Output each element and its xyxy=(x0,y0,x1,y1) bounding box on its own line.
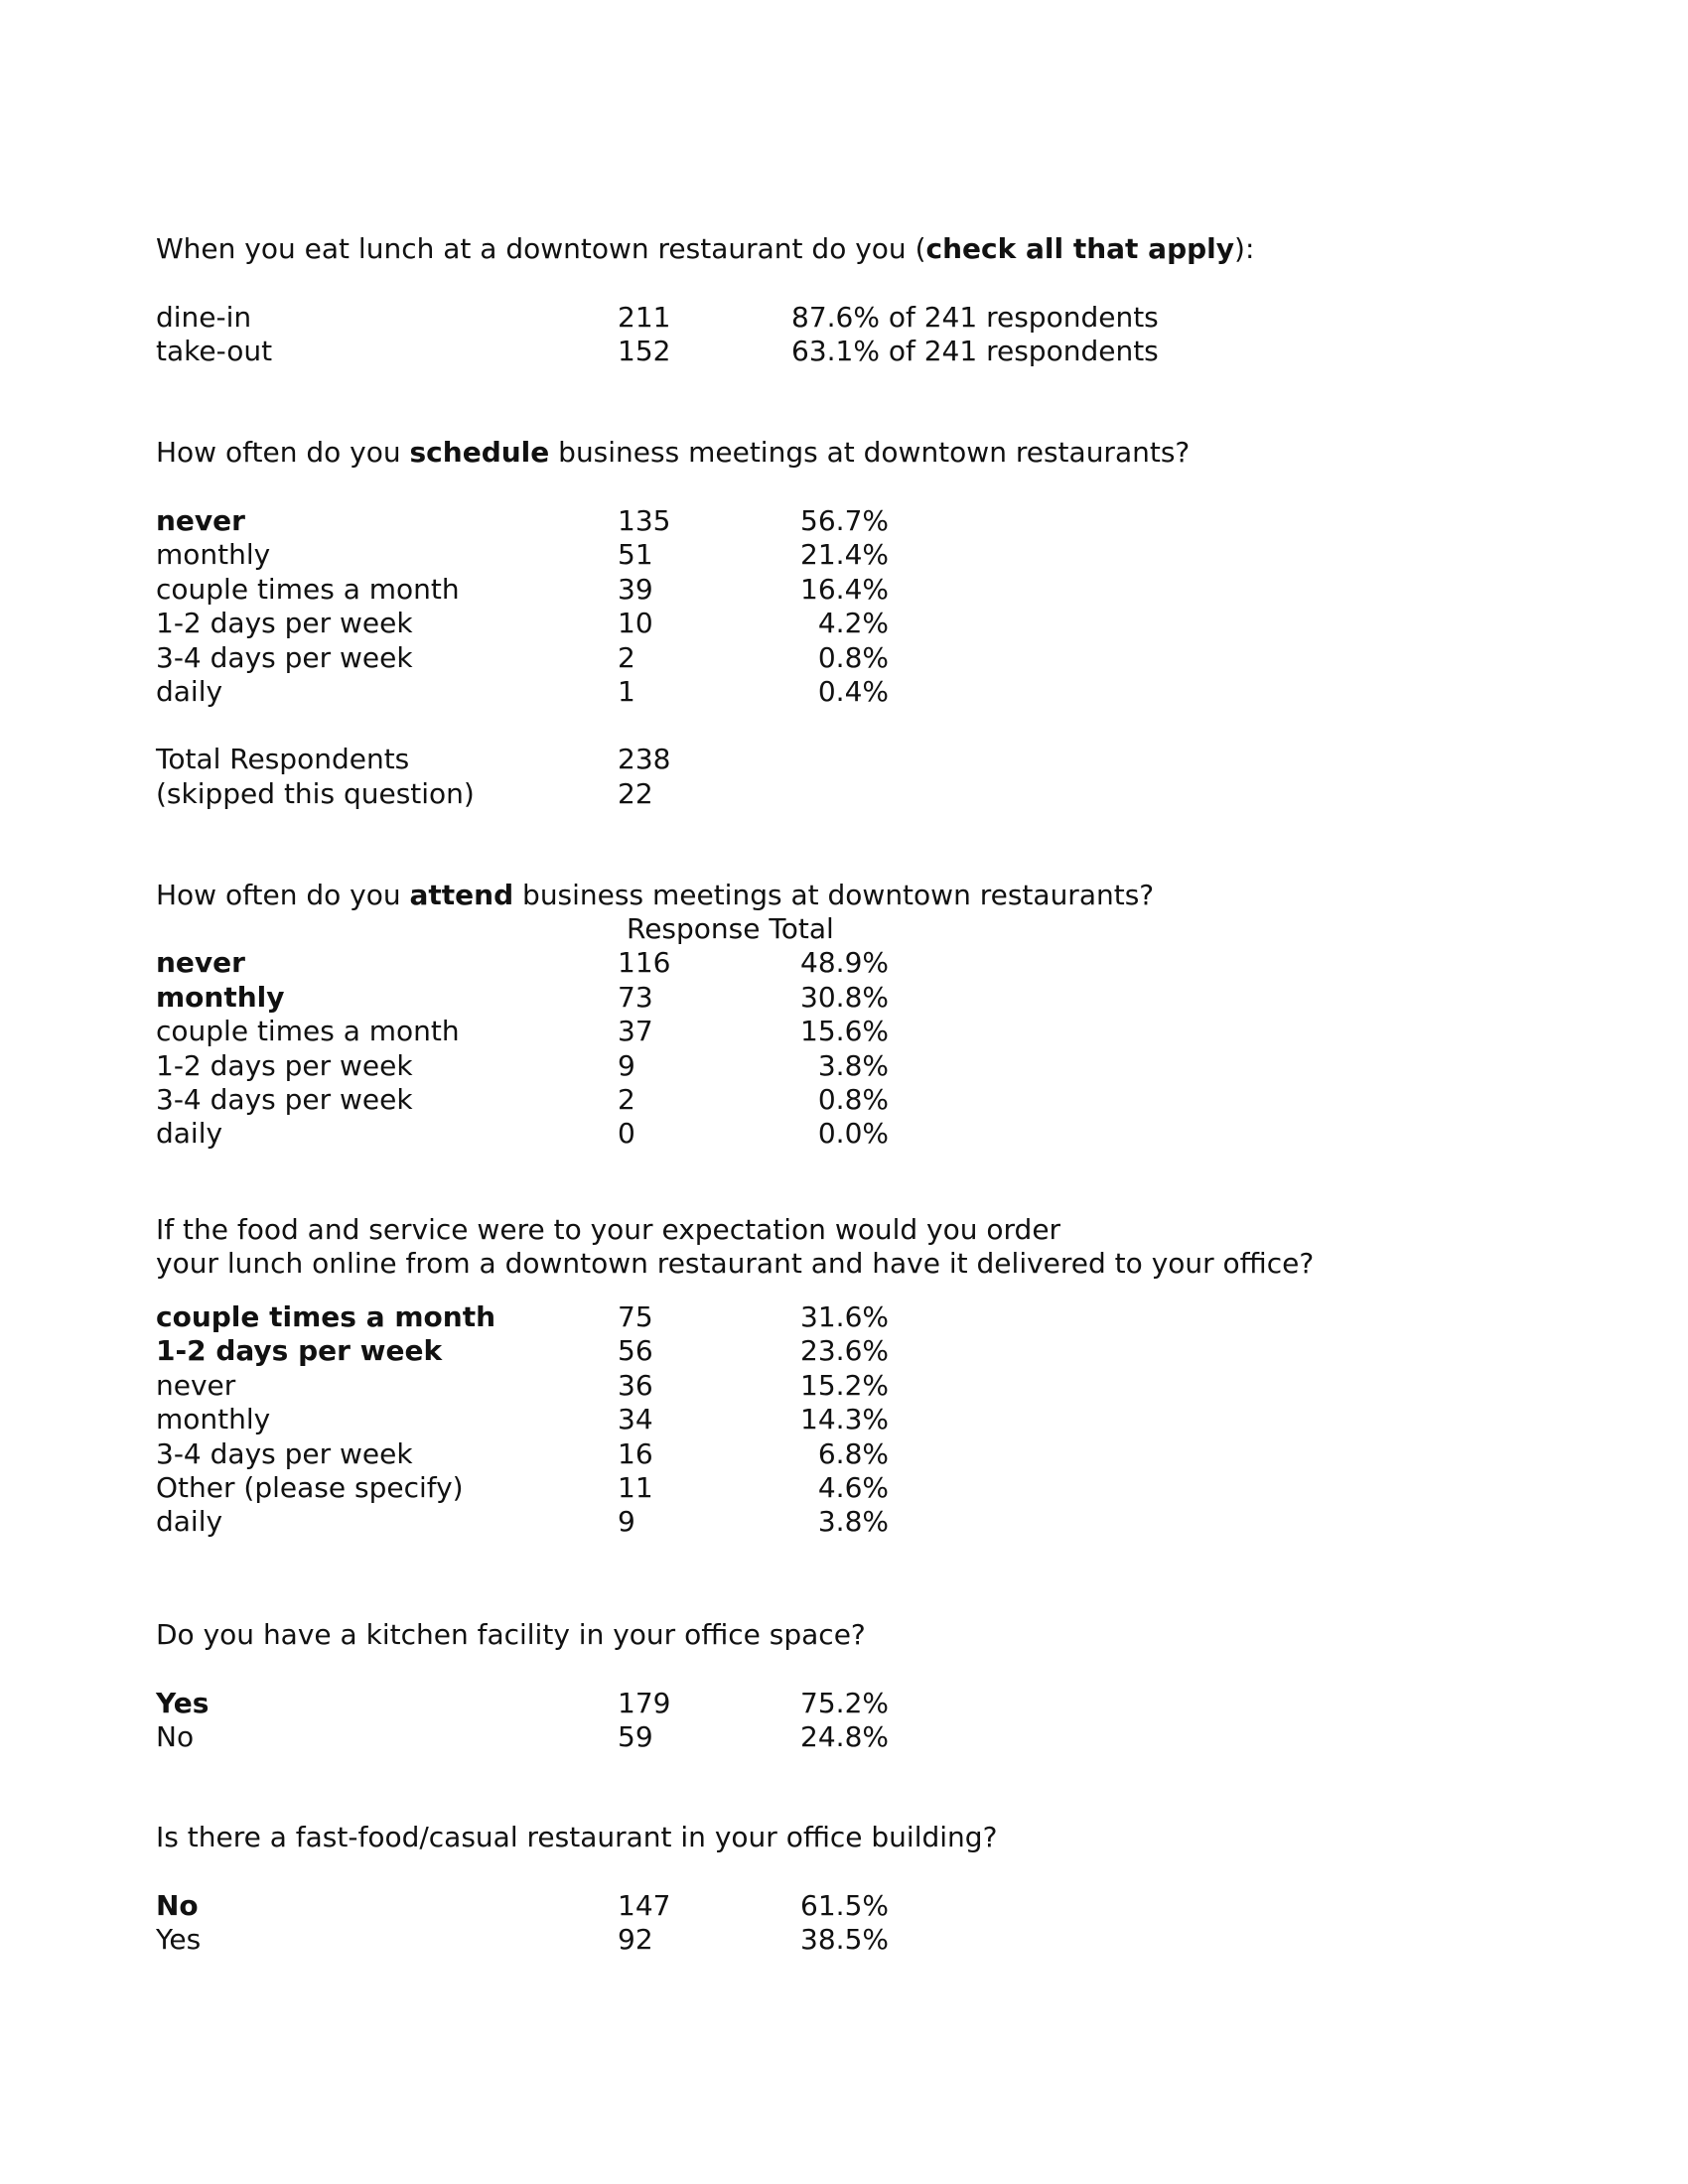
response-count: 39 xyxy=(618,572,653,606)
response-label: monthly xyxy=(156,980,285,1014)
response-percent: 4.2% xyxy=(817,607,889,640)
response-count: 34 xyxy=(618,1403,653,1436)
question-text-line-2: your lunch online from a downtown restaurant and have it delivered to your office? xyxy=(156,1247,1315,1280)
response-percent: 24.8% xyxy=(800,1720,889,1754)
question-text-line-1: If the food and service were to your expectation would you order xyxy=(156,1213,1061,1246)
question-text-post: business meetings at downtown restaurants? xyxy=(513,879,1155,911)
response-count: 56 xyxy=(618,1334,653,1368)
response-row xyxy=(156,1015,1546,1048)
response-count: 179 xyxy=(618,1687,671,1719)
response-label: daily xyxy=(156,1117,223,1151)
response-row xyxy=(156,1720,1546,1754)
response-percent: 63.1% of 241 respondents xyxy=(791,335,1159,368)
question-text-bold: check all that apply xyxy=(925,232,1235,265)
response-label: never xyxy=(156,946,245,980)
question-text-post: business meetings at downtown restaurants? xyxy=(549,436,1191,469)
response-row xyxy=(156,1334,1546,1368)
response-label: 1-2 days per week xyxy=(156,1048,413,1082)
response-row xyxy=(156,573,1546,607)
skipped-row xyxy=(156,777,1546,811)
response-count: 59 xyxy=(618,1720,653,1754)
response-count: 211 xyxy=(618,301,671,334)
skipped-label: (skipped this question) xyxy=(156,776,475,810)
response-label: couple times a month xyxy=(156,1015,460,1048)
response-row xyxy=(156,1117,1546,1151)
question-online-delivery xyxy=(156,1213,1546,1540)
response-percent: 56.7% xyxy=(800,504,889,537)
response-row xyxy=(156,504,1546,538)
response-percent: 30.8% xyxy=(800,980,889,1014)
response-count: 75 xyxy=(618,1300,653,1333)
response-count: 2 xyxy=(618,640,635,674)
response-row xyxy=(156,1300,1546,1334)
question-text: Is there a fast-food/casual restaurant in your office building? xyxy=(156,1821,998,1853)
response-percent: 31.6% xyxy=(800,1300,889,1333)
response-count: 11 xyxy=(618,1470,653,1504)
response-label: No xyxy=(156,1889,199,1922)
response-row xyxy=(156,675,1546,709)
question-text: Do you have a kitchen facility in your office space? xyxy=(156,1618,866,1651)
response-percent: 75.2% xyxy=(800,1687,889,1719)
response-label: daily xyxy=(156,674,223,708)
question-text-bold: schedule xyxy=(409,436,550,469)
response-percent: 0.4% xyxy=(817,674,889,708)
response-label: never xyxy=(156,1368,236,1402)
response-count: 9 xyxy=(618,1505,635,1539)
response-percent: 16.4% xyxy=(800,572,889,606)
response-label: Other (please specify) xyxy=(156,1470,464,1504)
response-label: never xyxy=(156,504,245,537)
response-row xyxy=(156,301,1546,335)
question-text-pre: How often do you xyxy=(156,879,410,911)
response-count: 1 xyxy=(618,674,635,708)
response-row xyxy=(156,1471,1546,1505)
total-respondents-label: Total Respondents xyxy=(156,743,410,776)
column-subheader xyxy=(156,912,1546,946)
response-row xyxy=(156,607,1546,640)
response-label: take-out xyxy=(156,335,273,368)
response-percent: 48.9% xyxy=(800,946,889,980)
response-row xyxy=(156,538,1546,572)
response-label: Yes xyxy=(156,1687,210,1719)
skipped-value: 22 xyxy=(618,776,653,810)
response-percent: 15.2% xyxy=(800,1368,889,1402)
response-count: 36 xyxy=(618,1368,653,1402)
question-text xyxy=(156,879,1546,912)
response-label: dine-in xyxy=(156,301,252,334)
response-count: 147 xyxy=(618,1889,671,1922)
response-label: Yes xyxy=(156,1923,202,1957)
response-row xyxy=(156,1369,1546,1403)
response-count: 0 xyxy=(618,1117,635,1151)
response-row xyxy=(156,1505,1546,1539)
response-row xyxy=(156,981,1546,1015)
question-text-pre: When you eat lunch at a downtown restaurant do you ( xyxy=(156,232,926,265)
response-percent: 38.5% xyxy=(800,1923,889,1957)
response-total-header: Response Total xyxy=(627,912,834,945)
question-text xyxy=(156,232,1546,266)
question-text-pre: How often do you xyxy=(156,436,410,469)
response-count: 2 xyxy=(618,1082,635,1116)
response-label: 3-4 days per week xyxy=(156,640,413,674)
total-respondents-row xyxy=(156,743,1546,776)
response-percent: 4.6% xyxy=(817,1470,889,1504)
response-count: 37 xyxy=(618,1015,653,1048)
response-label: couple times a month xyxy=(156,1300,496,1333)
response-count: 73 xyxy=(618,980,653,1014)
question-text-post: ): xyxy=(1234,232,1255,265)
response-label: 3-4 days per week xyxy=(156,1082,413,1116)
response-count: 51 xyxy=(618,538,653,572)
response-percent: 14.3% xyxy=(800,1403,889,1436)
response-label: 3-4 days per week xyxy=(156,1436,413,1470)
response-label: monthly xyxy=(156,1403,271,1436)
response-label: monthly xyxy=(156,538,271,572)
response-percent: 87.6% of 241 respondents xyxy=(791,301,1159,334)
response-count: 10 xyxy=(618,607,653,640)
question-kitchen-facility xyxy=(156,1618,1546,1755)
response-row xyxy=(156,1923,1546,1957)
response-row xyxy=(156,1687,1546,1720)
question-attend-meetings xyxy=(156,879,1546,1152)
response-percent: 0.8% xyxy=(817,1082,889,1116)
response-percent: 23.6% xyxy=(800,1334,889,1368)
response-percent: 0.0% xyxy=(817,1117,889,1151)
response-row xyxy=(156,1049,1546,1083)
response-row xyxy=(156,1889,1546,1923)
question-text-bold: attend xyxy=(409,879,514,911)
response-label: No xyxy=(156,1720,195,1754)
question-fast-food-building xyxy=(156,1821,1546,1958)
response-percent: 3.8% xyxy=(817,1505,889,1539)
response-count: 16 xyxy=(618,1436,653,1470)
response-row xyxy=(156,1403,1546,1436)
response-percent: 21.4% xyxy=(800,538,889,572)
response-label: daily xyxy=(156,1505,223,1539)
response-row xyxy=(156,946,1546,980)
question-text xyxy=(156,436,1546,470)
response-percent: 15.6% xyxy=(800,1015,889,1048)
response-count: 9 xyxy=(618,1048,635,1082)
total-respondents-value: 238 xyxy=(618,743,671,776)
response-percent: 61.5% xyxy=(800,1889,889,1922)
response-count: 92 xyxy=(618,1923,653,1957)
response-row xyxy=(156,335,1546,368)
response-label: couple times a month xyxy=(156,572,460,606)
question-schedule-meetings xyxy=(156,436,1546,811)
response-percent: 0.8% xyxy=(817,640,889,674)
response-percent: 3.8% xyxy=(817,1048,889,1082)
response-row xyxy=(156,1437,1546,1471)
response-label: 1-2 days per week xyxy=(156,607,413,640)
response-count: 135 xyxy=(618,504,671,537)
response-row xyxy=(156,1083,1546,1117)
response-count: 116 xyxy=(618,946,671,980)
response-percent: 6.8% xyxy=(817,1436,889,1470)
response-label: 1-2 days per week xyxy=(156,1334,443,1368)
response-row xyxy=(156,641,1546,675)
question-lunch-dining xyxy=(156,232,1546,369)
response-count: 152 xyxy=(618,335,671,368)
